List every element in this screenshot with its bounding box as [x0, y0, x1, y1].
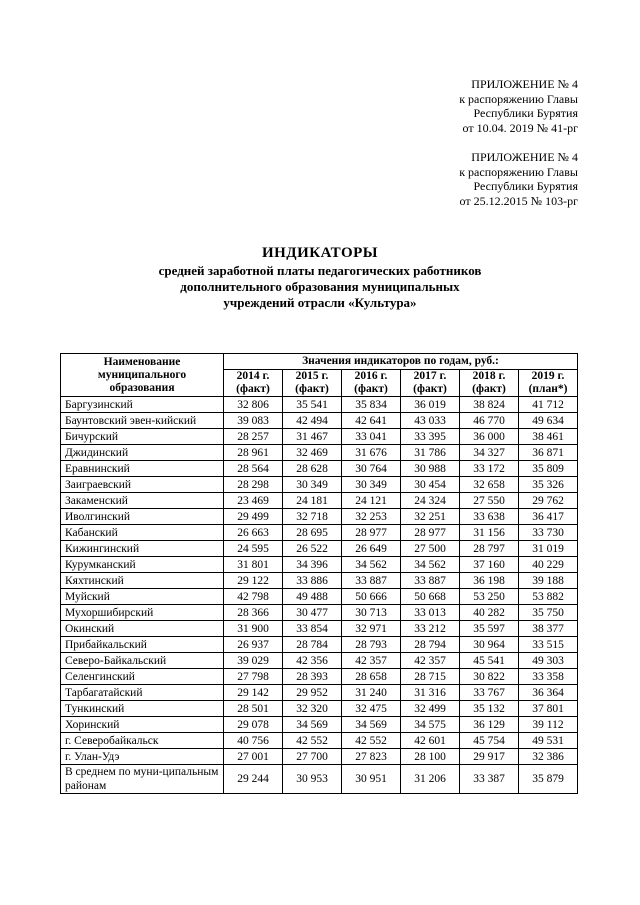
indicator-value: 33 387	[460, 765, 519, 794]
indicator-value: 30 822	[460, 669, 519, 685]
indicator-value: 30 349	[342, 477, 401, 493]
indicator-value: 32 475	[342, 701, 401, 717]
table-row	[61, 749, 578, 765]
indicator-value: 31 467	[283, 429, 342, 445]
indicator-value: 53 882	[519, 589, 578, 605]
name-column-header: Наименование муниципального образования	[61, 354, 224, 397]
indicator-value: 35 326	[519, 477, 578, 493]
municipality-name: Северо-Байкальский	[61, 653, 224, 669]
indicator-value: 33 887	[342, 573, 401, 589]
municipality-name: В среднем по муни-ципальным районам	[61, 765, 224, 794]
indicator-value: 28 961	[224, 445, 283, 461]
indicator-value: 24 181	[283, 493, 342, 509]
indicator-value: 28 298	[224, 477, 283, 493]
municipality-name: Кяхтинский	[61, 573, 224, 589]
indicator-value: 27 798	[224, 669, 283, 685]
indicator-value: 33 041	[342, 429, 401, 445]
indicator-value: 32 499	[401, 701, 460, 717]
year-header: 2019 г. (план*)	[519, 370, 578, 397]
indicator-value: 26 522	[283, 541, 342, 557]
indicator-value: 30 953	[283, 765, 342, 794]
indicator-value: 26 937	[224, 637, 283, 653]
indicator-value: 30 764	[342, 461, 401, 477]
municipality-name: Бичурский	[61, 429, 224, 445]
indicator-value: 31 206	[401, 765, 460, 794]
indicator-value: 29 917	[460, 749, 519, 765]
indicator-value: 29 762	[519, 493, 578, 509]
indicator-value: 49 303	[519, 653, 578, 669]
indicator-value: 35 750	[519, 605, 578, 621]
municipality-name: Кабанский	[61, 525, 224, 541]
year-header: 2014 г. (факт)	[224, 370, 283, 397]
indicator-value: 31 019	[519, 541, 578, 557]
indicator-value: 30 454	[401, 477, 460, 493]
indicator-value: 33 854	[283, 621, 342, 637]
table-row	[61, 685, 578, 701]
document-title	[0, 245, 640, 311]
municipality-name: г. Улан-Удэ	[61, 749, 224, 765]
municipality-name: Джидинский	[61, 445, 224, 461]
indicator-value: 29 499	[224, 509, 283, 525]
indicator-value: 31 801	[224, 557, 283, 573]
indicator-value: 28 257	[224, 429, 283, 445]
indicator-value: 28 977	[401, 525, 460, 541]
indicator-value: 40 282	[460, 605, 519, 621]
indicator-value: 38 461	[519, 429, 578, 445]
indicator-value: 42 552	[283, 733, 342, 749]
indicator-value: 33 395	[401, 429, 460, 445]
indicator-value: 50 668	[401, 589, 460, 605]
municipality-name: Тарбагатайский	[61, 685, 224, 701]
values-column-header: Значения индикаторов по годам, руб.:	[224, 354, 578, 370]
indicator-value: 32 386	[519, 749, 578, 765]
indicator-value: 30 349	[283, 477, 342, 493]
indicator-value: 35 809	[519, 461, 578, 477]
indicators-table	[60, 353, 578, 794]
table-row	[61, 525, 578, 541]
appendix-republic: Республики Бурятия	[473, 179, 578, 193]
indicator-value: 34 327	[460, 445, 519, 461]
indicator-value: 36 129	[460, 717, 519, 733]
appendix-title: ПРИЛОЖЕНИЕ № 4	[471, 77, 578, 91]
indicator-value: 34 575	[401, 717, 460, 733]
title-line: дополнительного образования муниципальных	[180, 279, 460, 294]
indicator-value: 37 801	[519, 701, 578, 717]
indicator-value: 24 324	[401, 493, 460, 509]
table-row	[61, 765, 578, 794]
indicator-value: 34 569	[283, 717, 342, 733]
table-row	[61, 605, 578, 621]
indicator-value: 27 500	[401, 541, 460, 557]
indicator-value: 28 797	[460, 541, 519, 557]
indicator-value: 27 700	[283, 749, 342, 765]
indicator-value: 36 000	[460, 429, 519, 445]
indicator-value: 43 033	[401, 413, 460, 429]
indicator-value: 45 754	[460, 733, 519, 749]
indicator-value: 35 834	[342, 397, 401, 413]
municipality-name: Иволгинский	[61, 509, 224, 525]
indicator-value: 33 886	[283, 573, 342, 589]
indicator-value: 32 251	[401, 509, 460, 525]
indicator-value: 29 142	[224, 685, 283, 701]
indicator-value: 31 676	[342, 445, 401, 461]
indicator-value: 42 601	[401, 733, 460, 749]
appendix-header-original	[318, 150, 578, 208]
table-row	[61, 669, 578, 685]
indicator-value: 42 357	[342, 653, 401, 669]
table-row	[61, 701, 578, 717]
municipality-name: Баргузинский	[61, 397, 224, 413]
indicator-value: 49 531	[519, 733, 578, 749]
table-row	[61, 653, 578, 669]
indicator-value: 28 695	[283, 525, 342, 541]
indicator-value: 33 172	[460, 461, 519, 477]
indicator-value: 27 823	[342, 749, 401, 765]
indicator-value: 32 253	[342, 509, 401, 525]
table-row	[61, 557, 578, 573]
indicator-value: 30 964	[460, 637, 519, 653]
indicator-value: 24 595	[224, 541, 283, 557]
municipality-name: Окинский	[61, 621, 224, 637]
indicator-value: 27 001	[224, 749, 283, 765]
table-row	[61, 717, 578, 733]
indicator-value: 23 469	[224, 493, 283, 509]
indicator-value: 31 316	[401, 685, 460, 701]
appendix-order-ref: к распоряжению Главы	[459, 91, 578, 106]
year-header: 2017 г. (факт)	[401, 370, 460, 397]
indicator-value: 32 806	[224, 397, 283, 413]
title-line: средней заработной платы педагогических работников	[158, 263, 482, 278]
indicator-value: 34 569	[342, 717, 401, 733]
indicator-value: 41 712	[519, 397, 578, 413]
indicator-value: 31 240	[342, 685, 401, 701]
appendix-date: от 10.04. 2019 № 41-рг	[462, 120, 578, 135]
indicator-value: 27 550	[460, 493, 519, 509]
municipality-name: Тункинский	[61, 701, 224, 717]
indicator-value: 39 112	[519, 717, 578, 733]
appendix-header-current	[318, 77, 578, 135]
table-row	[61, 637, 578, 653]
indicator-value: 53 250	[460, 589, 519, 605]
indicator-value: 28 794	[401, 637, 460, 653]
indicator-value: 33 212	[401, 621, 460, 637]
table-row	[61, 589, 578, 605]
indicator-value: 36 871	[519, 445, 578, 461]
indicator-value: 31 900	[224, 621, 283, 637]
indicator-value: 33 887	[401, 573, 460, 589]
municipality-name: Прибайкальский	[61, 637, 224, 653]
indicator-value: 35 132	[460, 701, 519, 717]
indicator-value: 36 019	[401, 397, 460, 413]
table-row	[61, 493, 578, 509]
indicator-value: 35 541	[283, 397, 342, 413]
table-row	[61, 413, 578, 429]
indicator-value: 30 477	[283, 605, 342, 621]
indicator-value: 46 770	[460, 413, 519, 429]
indicator-value: 32 320	[283, 701, 342, 717]
year-header: 2018 г. (факт)	[460, 370, 519, 397]
municipality-name: Кижингинский	[61, 541, 224, 557]
indicator-value: 33 515	[519, 637, 578, 653]
table-row	[61, 477, 578, 493]
indicator-value: 32 658	[460, 477, 519, 493]
municipality-name: Мухоршибирский	[61, 605, 224, 621]
indicator-value: 42 494	[283, 413, 342, 429]
indicator-value: 28 715	[401, 669, 460, 685]
indicator-value: 42 357	[401, 653, 460, 669]
indicator-value: 33 013	[401, 605, 460, 621]
indicator-value: 40 756	[224, 733, 283, 749]
indicator-value: 49 488	[283, 589, 342, 605]
indicator-value: 42 552	[342, 733, 401, 749]
indicator-value: 31 156	[460, 525, 519, 541]
municipality-name: Курумканский	[61, 557, 224, 573]
municipality-name: Селенгинский	[61, 669, 224, 685]
indicator-value: 28 366	[224, 605, 283, 621]
municipality-name: Заиграевский	[61, 477, 224, 493]
indicator-value: 45 541	[460, 653, 519, 669]
indicator-value: 28 100	[401, 749, 460, 765]
indicator-value: 26 649	[342, 541, 401, 557]
indicator-value: 33 358	[519, 669, 578, 685]
municipality-name: Муйский	[61, 589, 224, 605]
indicator-value: 32 971	[342, 621, 401, 637]
indicator-value: 28 628	[283, 461, 342, 477]
title-line: учреждений отрасли «Культура»	[223, 295, 417, 310]
year-header: 2015 г. (факт)	[283, 370, 342, 397]
table-row	[61, 509, 578, 525]
indicator-value: 39 083	[224, 413, 283, 429]
appendix-date: от 25.12.2015 № 103-рг	[459, 193, 578, 208]
indicator-value: 34 396	[283, 557, 342, 573]
table-row	[61, 541, 578, 557]
indicator-value: 28 784	[283, 637, 342, 653]
table-row	[61, 573, 578, 589]
table-row	[61, 397, 578, 413]
indicator-value: 40 229	[519, 557, 578, 573]
table-body	[61, 397, 578, 794]
indicator-value: 28 501	[224, 701, 283, 717]
municipality-name: Баунтовский эвен-кийский	[61, 413, 224, 429]
municipality-name: Хоринский	[61, 717, 224, 733]
indicator-value: 32 469	[283, 445, 342, 461]
indicator-value: 42 641	[342, 413, 401, 429]
indicator-value: 30 713	[342, 605, 401, 621]
indicator-value: 31 786	[401, 445, 460, 461]
year-header: 2016 г. (факт)	[342, 370, 401, 397]
title-main: ИНДИКАТОРЫ	[261, 245, 379, 261]
indicator-value: 34 562	[401, 557, 460, 573]
indicator-value: 35 597	[460, 621, 519, 637]
indicator-value: 28 658	[342, 669, 401, 685]
indicator-value: 38 824	[460, 397, 519, 413]
indicator-value: 35 879	[519, 765, 578, 794]
indicator-value: 29 244	[224, 765, 283, 794]
table-row	[61, 445, 578, 461]
appendix-order-ref: к распоряжению Главы	[459, 164, 578, 179]
indicator-value: 26 663	[224, 525, 283, 541]
appendix-republic: Республики Бурятия	[473, 106, 578, 120]
indicator-value: 28 977	[342, 525, 401, 541]
indicator-value: 36 417	[519, 509, 578, 525]
indicator-value: 28 393	[283, 669, 342, 685]
indicator-value: 33 638	[460, 509, 519, 525]
indicator-value: 39 029	[224, 653, 283, 669]
table-row	[61, 461, 578, 477]
municipality-name: г. Северобайкальск	[61, 733, 224, 749]
indicator-value: 42 356	[283, 653, 342, 669]
indicator-value: 28 564	[224, 461, 283, 477]
municipality-name: Еравнинский	[61, 461, 224, 477]
indicator-value: 32 718	[283, 509, 342, 525]
table-row	[61, 733, 578, 749]
indicator-value: 30 951	[342, 765, 401, 794]
municipality-name: Закаменский	[61, 493, 224, 509]
indicator-value: 33 767	[460, 685, 519, 701]
indicator-value: 42 798	[224, 589, 283, 605]
indicator-value: 39 188	[519, 573, 578, 589]
indicator-value: 30 988	[401, 461, 460, 477]
indicator-value: 29 952	[283, 685, 342, 701]
indicator-value: 28 793	[342, 637, 401, 653]
indicator-value: 29 078	[224, 717, 283, 733]
appendix-title: ПРИЛОЖЕНИЕ № 4	[471, 150, 578, 164]
table-row	[61, 621, 578, 637]
indicator-value: 37 160	[460, 557, 519, 573]
indicator-value: 36 364	[519, 685, 578, 701]
indicator-value: 49 634	[519, 413, 578, 429]
indicator-value: 33 730	[519, 525, 578, 541]
table-row	[61, 429, 578, 445]
indicator-value: 50 666	[342, 589, 401, 605]
indicator-value: 24 121	[342, 493, 401, 509]
indicator-value: 36 198	[460, 573, 519, 589]
indicator-value: 29 122	[224, 573, 283, 589]
indicator-value: 38 377	[519, 621, 578, 637]
indicator-value: 34 562	[342, 557, 401, 573]
